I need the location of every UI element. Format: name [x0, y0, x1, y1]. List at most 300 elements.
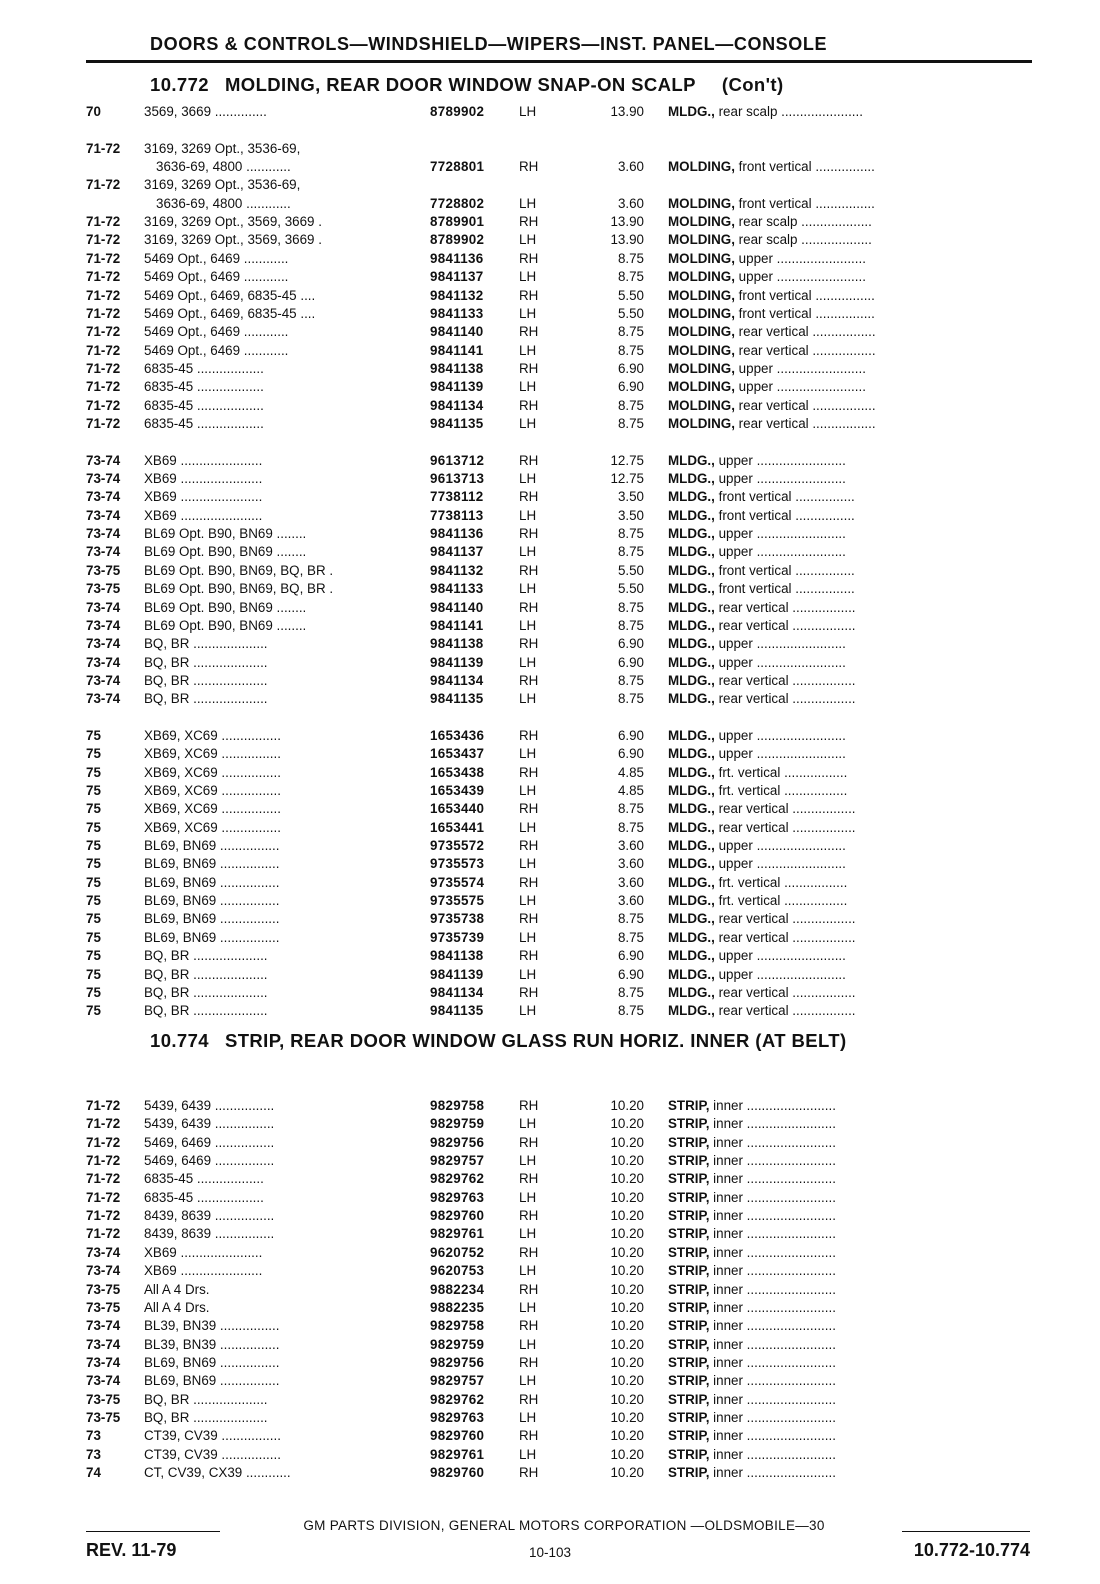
model-cell: 5439, 6439 ................ — [144, 1098, 275, 1113]
price-cell: 4.85 — [617, 764, 644, 780]
description-cell — [668, 342, 1030, 360]
description-text: rear vertical ................. — [714, 801, 856, 817]
description-text: inner ........................ — [709, 1153, 836, 1168]
description-text: inner ........................ — [709, 1428, 836, 1444]
price-cell: 8.75 — [617, 672, 644, 688]
description-text: inner ........................ — [709, 1098, 836, 1113]
price-cell: 13.90 — [610, 214, 644, 230]
year-cell: 75 — [86, 948, 101, 964]
price-cell: 3.60 — [617, 159, 644, 174]
year-cell: 71-72 — [86, 397, 121, 413]
description-cell — [668, 213, 1030, 231]
year-cell: 71-72 — [86, 342, 121, 358]
description-cell — [668, 672, 1030, 690]
price-cell: 8.75 — [617, 250, 644, 266]
price-cell: 4.85 — [617, 783, 644, 798]
table-row — [0, 1336, 1100, 1354]
description-text: rear vertical ................. — [714, 984, 856, 1000]
table-row — [0, 1134, 1100, 1152]
description-cell — [668, 1225, 1030, 1243]
description-cell — [668, 947, 1030, 965]
description-text: inner ........................ — [709, 1263, 836, 1279]
side-cell: LH — [519, 195, 537, 211]
description-text: upper ........................ — [714, 948, 846, 964]
model-cell: XB69 ...................... — [144, 471, 263, 486]
year-cell: 71-72 — [86, 232, 121, 248]
year-cell: 73-74 — [86, 507, 121, 523]
description-text: rear scalp ...................... — [714, 104, 863, 119]
description-keyword: MLDG., — [668, 562, 715, 578]
model-cell: 5469 Opt., 6469 ............ — [144, 324, 289, 340]
table-row — [0, 1189, 1100, 1207]
description-keyword: STRIP, — [668, 1189, 710, 1205]
model-cell: All A 4 Drs. — [144, 1299, 210, 1315]
description-text: rear vertical ................. — [714, 911, 856, 927]
model-cell: XB69, XC69 ................ — [144, 764, 281, 780]
part-number-cell: 9841141 — [430, 617, 484, 633]
model-cell: XB69 ...................... — [144, 452, 263, 468]
description-keyword: STRIP, — [668, 1428, 710, 1444]
description-cell — [668, 1152, 1030, 1170]
model-cell: BQ, BR .................... — [144, 672, 268, 688]
model-cell: BL69, BN69 ................ — [144, 856, 280, 872]
description-cell — [668, 1409, 1030, 1427]
table-row — [0, 1170, 1100, 1188]
description-keyword: MOLDING, — [668, 195, 735, 211]
model-cell: BQ, BR .................... — [144, 691, 268, 707]
year-cell: 75 — [86, 746, 101, 762]
price-cell: 10.20 — [610, 1263, 644, 1279]
page-number: 10-103 — [528, 1545, 572, 1560]
description-text: upper ........................ — [714, 471, 846, 486]
description-keyword: MLDG., — [668, 104, 715, 119]
table-row — [0, 397, 1100, 415]
part-number-cell: 7728801 — [430, 159, 485, 174]
description-text: inner ........................ — [709, 1208, 836, 1224]
table-row — [0, 764, 1100, 782]
description-text: inner ........................ — [709, 1116, 836, 1132]
side-cell: RH — [519, 360, 539, 376]
table-row — [0, 1299, 1100, 1317]
price-cell: 8.75 — [617, 544, 644, 560]
side-cell: RH — [519, 1244, 539, 1260]
description-keyword: MLDG., — [668, 672, 715, 688]
table-row — [0, 599, 1100, 617]
table-row — [0, 1317, 1100, 1335]
year-cell: 73-75 — [86, 1391, 121, 1407]
description-cell — [668, 470, 1030, 488]
price-cell: 10.20 — [610, 1281, 644, 1297]
side-cell: RH — [519, 1354, 539, 1370]
description-text: upper ........................ — [734, 379, 866, 395]
side-cell: LH — [519, 1336, 537, 1352]
year-cell: 73-74 — [86, 544, 121, 560]
part-number-cell: 8789902 — [430, 232, 485, 248]
part-number-cell: 9841133 — [430, 305, 484, 321]
description-cell — [668, 1244, 1030, 1262]
side-cell: LH — [519, 1409, 537, 1425]
description-keyword: MOLDING, — [668, 214, 735, 230]
part-number-cell: 8789901 — [430, 214, 485, 230]
price-cell: 10.20 — [610, 1153, 644, 1168]
year-cell: 71-72 — [86, 250, 121, 266]
side-cell: LH — [519, 1153, 537, 1168]
description-cell — [668, 1262, 1030, 1280]
part-number-cell: 9841134 — [430, 984, 484, 1000]
description-keyword: STRIP, — [668, 1299, 710, 1315]
description-cell — [668, 929, 1030, 947]
side-cell: RH — [519, 672, 539, 688]
price-cell: 6.90 — [617, 636, 644, 652]
year-cell: 75 — [86, 856, 101, 872]
description-text: inner ........................ — [709, 1446, 836, 1462]
price-cell: 13.90 — [610, 232, 644, 248]
model-cell: 5469 Opt., 6469 ............ — [144, 250, 289, 266]
table-row — [0, 984, 1100, 1002]
description-text: upper ........................ — [714, 746, 846, 762]
side-cell: LH — [519, 305, 537, 321]
price-cell: 6.90 — [617, 746, 644, 762]
price-cell: 8.75 — [617, 1003, 644, 1019]
side-cell: RH — [519, 214, 539, 230]
description-keyword: STRIP, — [668, 1116, 710, 1132]
description-keyword: MLDG., — [668, 893, 715, 909]
table-row — [0, 1152, 1100, 1170]
side-cell: LH — [519, 929, 537, 945]
table-row — [0, 415, 1100, 433]
description-keyword: MOLDING, — [668, 416, 735, 431]
year-cell: 73-74 — [86, 471, 121, 486]
side-cell: LH — [519, 1446, 537, 1462]
description-cell — [668, 1336, 1030, 1354]
description-text: rear vertical ................. — [714, 1003, 856, 1019]
model-cell: XB69 ...................... — [144, 507, 263, 523]
description-keyword: MOLDING, — [668, 342, 735, 358]
price-cell: 8.75 — [617, 416, 644, 431]
year-cell: 75 — [86, 764, 101, 780]
revision-label: REV. 11-79 — [86, 1540, 177, 1560]
description-keyword: MLDG., — [668, 746, 715, 762]
table-row — [0, 213, 1100, 231]
description-cell — [668, 690, 1030, 708]
table-row — [0, 378, 1100, 396]
price-cell: 6.90 — [617, 654, 644, 670]
side-cell: LH — [519, 269, 537, 285]
price-cell: 8.75 — [617, 269, 644, 285]
part-number-cell: 9735739 — [430, 929, 485, 945]
part-number-cell: 9841133 — [430, 581, 484, 597]
part-number-cell: 9829760 — [430, 1428, 485, 1444]
table-row — [0, 1409, 1100, 1427]
side-cell: LH — [519, 471, 537, 486]
year-cell: 73-74 — [86, 599, 121, 615]
description-keyword: MLDG., — [668, 636, 715, 652]
price-cell: 8.75 — [617, 617, 644, 633]
description-cell — [668, 654, 1030, 672]
side-cell: LH — [519, 1003, 537, 1019]
description-keyword: MOLDING, — [668, 159, 735, 174]
description-cell — [668, 507, 1030, 525]
side-cell: LH — [519, 1373, 537, 1389]
model-cell: 5469 Opt., 6469 ............ — [144, 269, 289, 285]
price-cell: 10.20 — [610, 1226, 644, 1242]
description-text: upper ........................ — [714, 966, 846, 982]
table-row — [0, 103, 1100, 121]
price-cell: 8.75 — [617, 984, 644, 1000]
footer-publisher: GM PARTS DIVISION, GENERAL MOTORS CORPORATION —OLDSMOBILE—30 — [303, 1518, 825, 1533]
part-number-cell: 9841137 — [430, 544, 484, 560]
part-number-cell: 9735575 — [430, 893, 485, 909]
model-cell: BL69 Opt. B90, BN69, BQ, BR . — [144, 562, 334, 578]
price-cell: 10.20 — [610, 1318, 644, 1334]
model-cell: XB69, XC69 ................ — [144, 746, 281, 762]
description-cell — [668, 966, 1030, 984]
side-cell: LH — [519, 232, 537, 248]
year-cell: 75 — [86, 783, 101, 798]
description-text: upper ........................ — [714, 654, 846, 670]
description-keyword: MLDG., — [668, 471, 715, 486]
description-keyword: STRIP, — [668, 1318, 710, 1334]
model-cell: BQ, BR .................... — [144, 636, 268, 652]
price-cell: 10.20 — [610, 1208, 644, 1224]
year-cell: 71-72 — [86, 360, 121, 376]
year-cell: 71-72 — [86, 379, 121, 395]
price-cell: 6.90 — [617, 948, 644, 964]
side-cell: RH — [519, 1428, 539, 1444]
description-text: upper ........................ — [714, 856, 846, 872]
year-cell: 73-74 — [86, 672, 121, 688]
model-cell: BQ, BR .................... — [144, 966, 268, 982]
table-row — [0, 1446, 1100, 1464]
model-cell: BL69, BN69 ................ — [144, 838, 280, 853]
price-cell: 8.75 — [617, 691, 644, 707]
model-cell: 3169, 3269 Opt., 3569, 3669 . — [144, 214, 322, 230]
side-cell: RH — [519, 1171, 539, 1187]
table-row — [0, 525, 1100, 543]
section-title: MOLDING, REAR DOOR WINDOW SNAP-ON SCALP — [224, 74, 696, 95]
part-number-cell: 9841141 — [430, 342, 484, 358]
description-text: inner ........................ — [709, 1336, 836, 1352]
description-keyword: STRIP, — [668, 1226, 710, 1242]
part-number-cell: 9882234 — [430, 1281, 485, 1297]
table-row — [0, 1244, 1100, 1262]
side-cell: LH — [519, 379, 537, 395]
price-cell: 10.20 — [610, 1373, 644, 1389]
description-cell — [668, 764, 1030, 782]
side-cell: RH — [519, 397, 539, 413]
side-cell: RH — [519, 874, 539, 890]
description-keyword: STRIP, — [668, 1409, 710, 1425]
side-cell: LH — [519, 617, 537, 633]
table-row — [0, 305, 1100, 323]
description-keyword: MLDG., — [668, 856, 715, 872]
year-cell: 75 — [86, 838, 101, 853]
table-row — [0, 452, 1100, 470]
price-cell: 12.75 — [610, 471, 644, 486]
part-number-cell: 9841135 — [430, 1003, 484, 1019]
model-cell: 6835-45 .................. — [144, 1171, 264, 1187]
part-number-cell: 9829763 — [430, 1409, 485, 1425]
description-keyword: MLDG., — [668, 599, 715, 615]
description-text: frt. vertical ................. — [714, 893, 848, 909]
description-cell — [668, 874, 1030, 892]
description-cell — [668, 103, 1030, 121]
side-cell: LH — [519, 746, 537, 762]
part-number-cell: 9829760 — [430, 1465, 485, 1480]
price-cell: 3.50 — [617, 489, 644, 505]
year-cell: 71-72 — [86, 1153, 121, 1168]
price-cell: 13.90 — [610, 104, 644, 119]
model-cell: 5469 Opt., 6469, 6835-45 .... — [144, 287, 316, 303]
model-cell: BQ, BR .................... — [144, 948, 268, 964]
year-cell: 75 — [86, 727, 101, 743]
side-cell: LH — [519, 416, 537, 431]
description-keyword: MOLDING, — [668, 379, 735, 395]
side-cell: RH — [519, 1465, 539, 1480]
part-number-cell: 9841136 — [430, 526, 484, 542]
description-text: rear vertical ................. — [734, 324, 876, 340]
description-keyword: STRIP, — [668, 1465, 710, 1480]
side-cell: LH — [519, 1116, 537, 1132]
price-cell: 6.90 — [617, 379, 644, 395]
description-keyword: STRIP, — [668, 1171, 710, 1187]
year-cell: 75 — [86, 984, 101, 1000]
year-cell: 71-72 — [86, 305, 121, 321]
description-cell — [668, 1354, 1030, 1372]
price-cell: 3.50 — [617, 507, 644, 523]
description-text: upper ........................ — [734, 360, 866, 376]
model-cell: BQ, BR .................... — [144, 654, 268, 670]
model-cell: BL69, BN69 ................ — [144, 893, 280, 909]
side-cell: RH — [519, 287, 539, 303]
year-cell: 73 — [86, 1446, 101, 1462]
part-number-cell: 9829761 — [430, 1226, 485, 1242]
description-keyword: MOLDING, — [668, 269, 735, 285]
description-keyword: STRIP, — [668, 1244, 710, 1260]
part-number-cell: 9841134 — [430, 397, 484, 413]
part-number-cell: 9841140 — [430, 599, 484, 615]
description-text: inner ........................ — [709, 1171, 836, 1187]
description-text: inner ........................ — [709, 1226, 836, 1242]
description-cell — [668, 1134, 1030, 1152]
part-number-cell: 9829760 — [430, 1208, 485, 1224]
description-cell — [668, 268, 1030, 286]
side-cell: RH — [519, 801, 539, 817]
price-cell: 3.60 — [617, 856, 644, 872]
year-cell: 73-74 — [86, 1373, 121, 1389]
section-number: 10.772 — [150, 74, 209, 95]
description-cell — [668, 745, 1030, 763]
table-row — [0, 323, 1100, 341]
description-keyword: MLDG., — [668, 581, 715, 597]
year-cell: 75 — [86, 929, 101, 945]
side-cell: LH — [519, 856, 537, 872]
year-cell: 71-72 — [86, 1226, 121, 1242]
part-number-cell: 9735574 — [430, 874, 485, 890]
section-number: 10.774 — [150, 1030, 209, 1051]
price-cell: 10.20 — [610, 1409, 644, 1425]
description-keyword: STRIP, — [668, 1391, 710, 1407]
model-cell: 6835-45 .................. — [144, 360, 264, 376]
price-cell: 10.20 — [610, 1189, 644, 1205]
side-cell: RH — [519, 727, 539, 743]
year-cell: 73-75 — [86, 1299, 121, 1315]
part-number-cell: 8789902 — [430, 104, 485, 119]
description-keyword: MLDG., — [668, 727, 715, 743]
description-text: rear scalp ................... — [734, 214, 872, 230]
description-keyword: MLDG., — [668, 654, 715, 670]
year-cell: 71-72 — [86, 1208, 121, 1224]
price-cell: 5.50 — [617, 287, 644, 303]
table-row — [0, 635, 1100, 653]
table-row — [0, 654, 1100, 672]
price-cell: 10.20 — [610, 1244, 644, 1260]
year-cell: 71-72 — [86, 324, 121, 340]
price-cell: 10.20 — [610, 1134, 644, 1150]
description-keyword: MLDG., — [668, 783, 715, 798]
table-row — [0, 929, 1100, 947]
description-text: front vertical ................ — [734, 195, 875, 211]
part-number-cell: 1653436 — [430, 727, 485, 743]
part-number-cell: 1653438 — [430, 764, 485, 780]
description-cell — [668, 1207, 1030, 1225]
price-cell: 10.20 — [610, 1336, 644, 1352]
year-cell: 73 — [86, 1428, 101, 1444]
price-cell: 10.20 — [610, 1391, 644, 1407]
table-row — [0, 470, 1100, 488]
description-cell — [668, 910, 1030, 928]
description-text: inner ........................ — [709, 1189, 836, 1205]
description-text: frt. vertical ................. — [714, 874, 848, 890]
model-cell: BL39, BN39 ................ — [144, 1318, 280, 1334]
table-row — [0, 782, 1100, 800]
table-row — [0, 342, 1100, 360]
description-cell — [668, 1002, 1030, 1020]
price-cell: 3.60 — [617, 874, 644, 890]
description-cell — [668, 837, 1030, 855]
table-row — [0, 580, 1100, 598]
description-text: frt. vertical ................. — [714, 764, 848, 780]
description-keyword: MLDG., — [668, 1003, 715, 1019]
part-number-cell: 9620752 — [430, 1244, 485, 1260]
description-cell — [668, 1391, 1030, 1409]
description-text: inner ........................ — [709, 1318, 836, 1334]
year-cell: 75 — [86, 801, 101, 817]
table-row — [0, 250, 1100, 268]
part-number-cell: 7738112 — [430, 489, 484, 505]
table-row — [0, 910, 1100, 928]
price-cell: 8.75 — [617, 911, 644, 927]
model-cell: BL69, BN69 ................ — [144, 1373, 280, 1389]
price-cell: 3.60 — [617, 195, 644, 211]
description-text: rear vertical ................. — [734, 342, 876, 358]
footer-rule-right — [902, 1531, 1030, 1532]
side-cell: LH — [519, 966, 537, 982]
table-row — [0, 690, 1100, 708]
year-cell: 71-72 — [86, 1134, 121, 1150]
description-text: front vertical ................ — [714, 581, 855, 597]
price-cell: 3.60 — [617, 838, 644, 853]
price-cell: 10.20 — [610, 1465, 644, 1480]
side-cell: RH — [519, 1391, 539, 1407]
side-cell: LH — [519, 1263, 537, 1279]
description-text: inner ........................ — [709, 1465, 836, 1480]
year-cell: 75 — [86, 819, 101, 835]
year-cell: 71-72 — [86, 287, 121, 303]
table-row — [0, 1464, 1100, 1482]
description-text: upper ........................ — [734, 250, 866, 266]
part-number-cell: 9841138 — [430, 636, 484, 652]
